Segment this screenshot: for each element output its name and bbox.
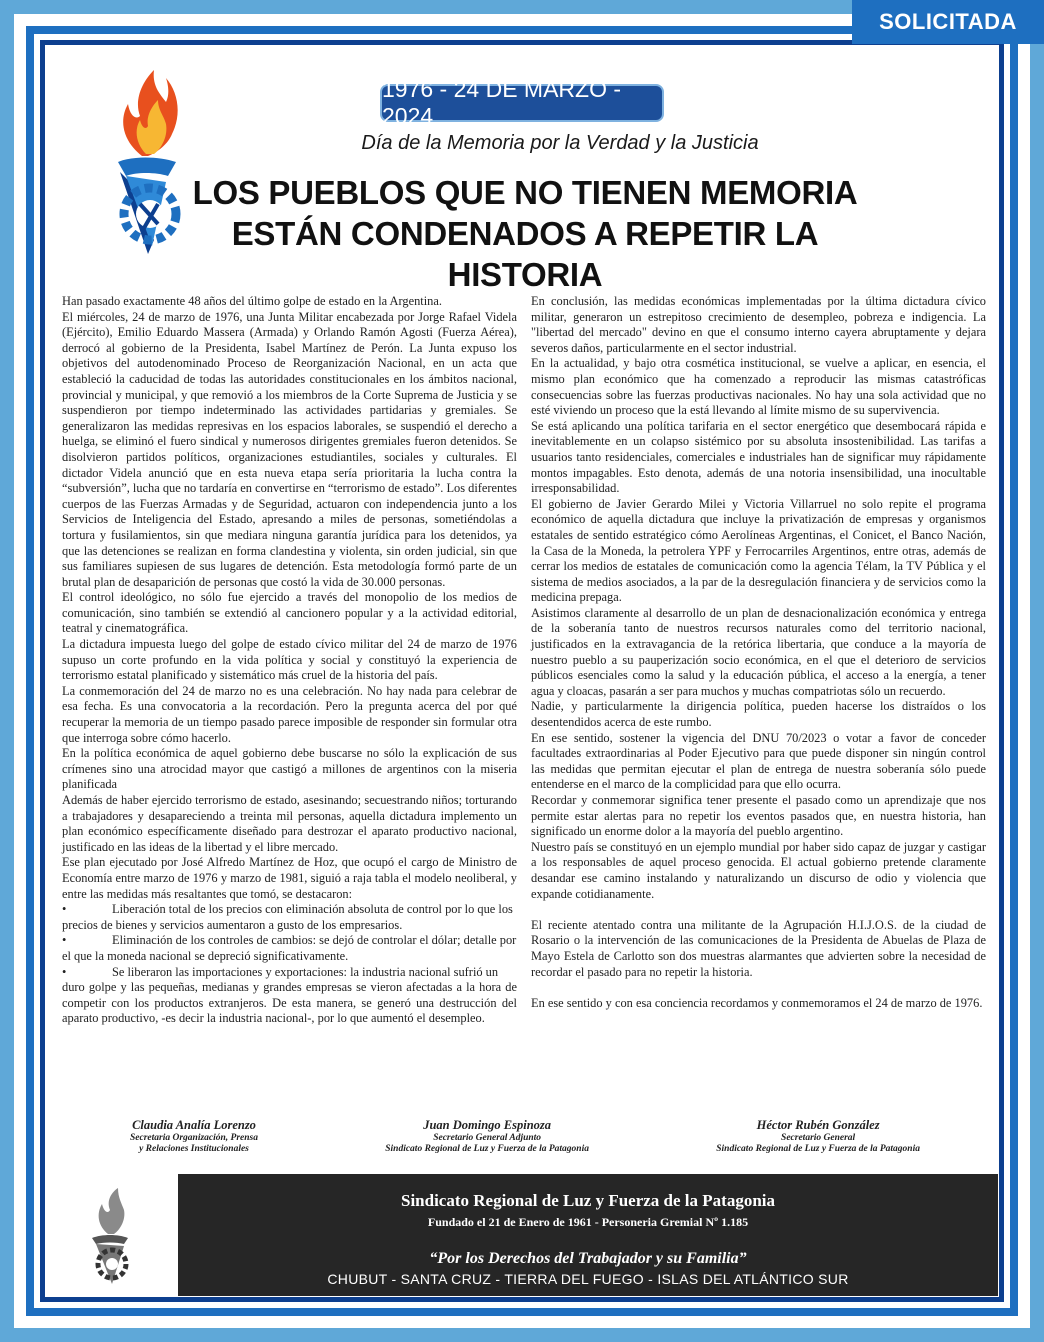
signer-role: y Relaciones Institucionales <box>139 1144 249 1154</box>
signer-role: Secretario General Adjunto <box>433 1133 542 1143</box>
bullet-head: Se liberaron las importaciones y exportaciones: la industria nacional sufrió un <box>112 964 499 979</box>
signer-role: Secretario General <box>781 1133 856 1143</box>
solicitada-tag: SOLICITADA <box>852 0 1044 44</box>
left-column <box>62 294 517 1027</box>
paragraph: La dictadura impuesta luego del golpe de estado cívico militar del 24 de marzo de 1976 supuso un corte profundo en la vida política y social y constituyó la experiencia de terrorismo estatal planificado y sistemático más cruel de la historia del país. <box>62 637 517 683</box>
paragraph: En conclusión, las medidas económicas implementadas por la última dictadura cívico militar, generaron un estrepitoso crecimiento de desempleo, pobreza e indigencia. La "libertad del mercado" devino en que el consumo interno cayera abruptamente y dejara severos daños, particularmente en el sector industrial. <box>531 294 986 355</box>
bullet-marker: • <box>62 933 67 948</box>
paragraph: En la política económica de aquel gobierno debe buscarse no sólo la explicación de sus crímenes sino una atrocidad mayor que castigó a millones de argentinos con la miseria planificada <box>62 746 517 792</box>
signature-block <box>385 1118 589 1168</box>
paragraph: Asistimos claramente al desarrollo de un plan de desnacionalización económica y entrega de la soberanía tanto de nuestros recursos naturales como del territorio nacional, justificados en la extravagancia de la retórica libertaria, que conduce a la mayoría de nuestro pueblo a su pauperización socio económica, en el que el deterioro de servicios públicos esenciales como la salud y la educación pública, el acceso a la energía, a tener agua y cloacas, pasarán a ser para muchos y muchas compatriotas sólo un recuerdo. <box>531 605 986 698</box>
bullet-continuation: precios de bienes y servicios aumentaron a gusto de los empresarios. <box>62 917 403 932</box>
union-logo-small-icon <box>80 1186 140 1286</box>
paragraph: El gobierno de Javier Gerardo Milei y Victoria Villarruel no solo repite el programa económico de aquella dictadura que incluye la privatización de empresas y organismos estatales de sentido estratégico cómo Aerolíneas Argentinas, el Conicet, el Banco Nación, la Casa de la Moneda, la petrolera YPF y Ferrocarriles Argentinos, entre otras, además de cerrar los medios de estatales de comunicación como la agencia Télam, la TV Pública y el sistema de medios asociados, a la par de la desregulación financiera y de servicios como la medicina prepaga. <box>531 496 986 605</box>
paragraph: En la actualidad, y bajo otra cosmética institucional, se vuelve a aplicar, en esencia, el mismo plan económico que ha comenzado a reproducir las mismas catastróficas consecuencias sobre las fuerzas productivas nacionales. No hay una sola actividad que no esté viviendo un proceso que la está llevando al límite mismo de su supervivencia. <box>531 356 986 418</box>
footer-motto: “Por los Derechos del Trabajador y su Familia” <box>429 1250 747 1267</box>
paragraph: Recordar y conmemorar significa tener presente el pasado como un aprendizaje que nos permite estar alertas para no repetir los eventos pasados que, en nuestra historia, han significado un enorme dolor a la mayoría del pueblo argentino. <box>531 793 986 839</box>
signer-name: Juan Domingo Espinoza <box>423 1118 552 1132</box>
bullet-marker: • <box>62 964 67 979</box>
bullet-continuation: el que la moneda nacional se depreció significativamente. <box>62 948 349 963</box>
date-banner: 1976 - 24 DE MARZO - 2024 <box>380 84 664 122</box>
paragraph: En ese sentido y con esa conciencia recordamos y conmemoramos el 24 de marzo de 1976. <box>531 995 983 1010</box>
paragraph: El miércoles, 24 de marzo de 1976, una Junta Militar encabezada por Jorge Rafael Videla (Ejército), Emilio Eduardo Massera (Armada) y Orlando Ramón Agosti (Fuerza Aérea), derrocó al gobierno de la Presidenta, Isabel Martínez de Perón. La Junta expuso los objetivos del autodenominado Proceso de Reorganización Nacional, en un acta que estableció la caducidad de todas las autoridades constitucionales en los ámbitos nacional, provincial y municipal, y que removió a los miembros de la Corte Suprema de Justicia y se suspendieron por tiempo indeterminado las actividades partidarias y gremiales. Se generalizaron las medidas represivas en los espacios laborales, se suspendió el derecho a huelga, se eliminó el fuero sindical y numerosos dirigentes gremiales fueron detenidos. Se disolvieron partidos políticos, organizaciones estudiantiles, sociales y culturales. El dictador Videla anunció que en esta nueva etapa sería prioritaria la lucha contra la “subversión”, lucha que no tardaría en convertirse en “terrorismo de estado”. Los diferentes cuerpos de las Fuerzas Armadas y de Seguridad, actuaron con independencia junto a los Servicios de Inteligencia del Estado, apresando a miles de personas, sometiéndolas a tortura y fusilamientos, sin que mediara ninguna garantía jurídica para los detenidos, ya que las detenciones se realizan en forma clandestina y violenta, sin orden judicial, sin que sus familiares supiesen de sus lugares de detención. Esta metodología formó parte de un brutal plan de desaparición de personas que costó la vida de 30.000 personas. <box>62 309 517 589</box>
paragraph-gap <box>531 980 986 996</box>
paragraph: Han pasado exactamente 48 años del último golpe de estado en la Argentina. <box>62 294 442 308</box>
bullet-continuation: duro golpe y las pequeñas, medianas y grandes empresas se vieron afectadas a la hora de competir con los productos extranjeros. De esta manera, se generó una destrucción del aparato productivo, -es decir la industria nacional-, por lo que aumentó el desempleo. <box>62 980 517 1026</box>
headline <box>160 172 890 295</box>
paragraph-gap <box>531 902 986 918</box>
signer-name: Claudia Analía Lorenzo <box>132 1118 256 1132</box>
signatures <box>130 1118 920 1168</box>
paragraph: Se está aplicando una política tarifaria en el sector energético que desembocará rápida e inevitablemente en un colapso sistémico por su absoluta insostenibilidad. Las tarifas a usuarios tanto residenciales, comerciales e industriales han de significar muy rápidamente montos impagables. Esto denota, además de una notoria insensibilidad, una inocultable irresponsabilidad. <box>531 418 986 496</box>
signer-role: Sindicato Regional de Luz y Fuerza de la Patagonia <box>385 1144 589 1154</box>
headline-line-2: ESTÁN CONDENADOS A REPETIR LA HISTORIA <box>231 215 819 293</box>
paragraph: Nuestro país se constituyó en un ejemplo mundial por haber sido capaz de juzgar y castigar a los responsables de aquel proceso genocida. El actual gobierno pretende claramente desandar ese camino instalando y naturalizando un discurso de odio y violencia que expande cotidianamente. <box>531 839 986 901</box>
footer-bar <box>178 1174 998 1296</box>
signature-block <box>130 1118 258 1168</box>
signer-role: Sindicato Regional de Luz y Fuerza de la Patagonia <box>716 1144 920 1154</box>
paragraph: El reciente atentado contra una militante de la Agrupación H.I.J.O.S. de la ciudad de Rosario o la intervención de las comunicaciones de la Presidenta de Abuelas de Plaza de Mayo Estela de Carlotto son dos muestras alarmantes que advierten sobre la necesidad de recordar el pasado para no repetir la historia. <box>531 917 986 979</box>
bullet-head: Eliminación de los controles de cambios: se dejó de controlar el dólar; detalle por <box>112 933 517 948</box>
signer-role: Secretaria Organización, Prensa <box>130 1133 258 1143</box>
bullet-marker: • <box>62 902 67 917</box>
signer-name: Héctor Rubén González <box>756 1118 880 1132</box>
footer-regions: CHUBUT - SANTA CRUZ - TIERRA DEL FUEGO - ISLAS DEL ATLÁNTICO SUR <box>327 1271 849 1287</box>
footer-founded: Fundado el 21 de Enero de 1961 - Personeria Gremial Nº 1.185 <box>427 1215 749 1229</box>
right-column <box>531 294 986 1011</box>
paragraph: La conmemoración del 24 de marzo no es una celebración. No hay nada para celebrar de esa fecha. Es una convocatoria a la recordación. Pero la pregunta acerca del por qué recuperar la memoria de un tiempo pasado parece imposible de responder sin formular otra que interroga sobre cómo hacerlo. <box>62 683 517 745</box>
paragraph: Ese plan ejecutado por José Alfredo Martínez de Hoz, que ocupó el cargo de Ministro de Economía entre marzo de 1976 y marzo de 1981, siguió a raja tabla el modelo neoliberal, y entre las medidas más resaltantes que tomó, se destacaron: <box>62 855 517 901</box>
bullet-item <box>62 933 517 949</box>
footer-org-name: Sindicato Regional de Luz y Fuerza de la Patagonia <box>401 1191 775 1210</box>
headline-line-1: LOS PUEBLOS QUE NO TIENEN MEMORIA <box>192 174 858 211</box>
paragraph: En ese sentido, sostener la vigencia del DNU 70/2023 o votar a favor de conceder facultades extraordinarias al Poder Ejecutivo para que puede disponer sin ningún control las medidas que permitan ejecutar el plan de entrega de nuestra soberanía sólo puede entenderse en el marco de la complicidad para que ello ocurra. <box>531 730 986 792</box>
bullet-head: Liberación total de los precios con eliminación absoluta de control por lo que los <box>112 902 513 917</box>
paragraph: Nadie, y particularmente la dirigencia política, pueden hacerse los distraídos o los desentendidos acerca de este rumbo. <box>531 699 986 730</box>
bullet-item <box>62 965 517 981</box>
subtitle: Día de la Memoria por la Verdad y la Justicia <box>361 132 759 154</box>
signature-block <box>716 1118 920 1168</box>
paragraph: El control ideológico, no sólo fue ejercido a través del monopolio de los medios de comunicación, sino también se extendió al cancionero popular y a la actividad editorial, teatral y cinematográfica. <box>62 590 517 636</box>
bullet-item <box>62 902 517 918</box>
paragraph: Además de haber ejercido terrorismo de estado, asesinando; secuestrando niños; torturando a trabajadores y desapareciendo a treinta mil personas, aquella dictadura implemento un plan económico específicamente diseñado para destrozar el aparato productivo nacional, justificado en las ideas de la libertad y el libre mercado. <box>62 793 517 854</box>
